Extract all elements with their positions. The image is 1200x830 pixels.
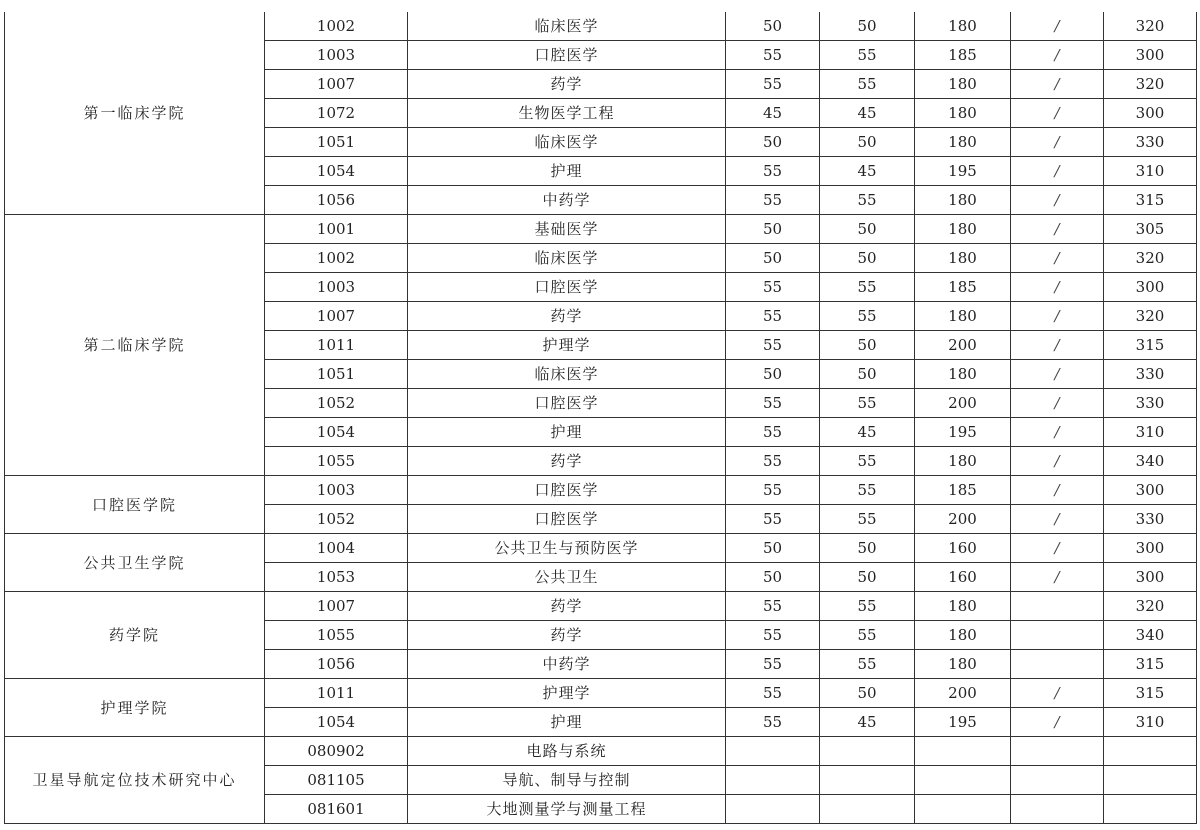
table-row (5, 534, 1197, 563)
score-total: 310 (1104, 708, 1197, 737)
score-foreign-language: 45 (820, 418, 915, 447)
score-table (4, 12, 1197, 824)
score-professional: 180 (915, 99, 1011, 128)
score-total: 300 (1104, 476, 1197, 505)
major-name: 护理 (408, 708, 726, 737)
major-name: 公共卫生 (408, 563, 726, 592)
major-name: 导航、制导与控制 (408, 766, 726, 795)
score-extra: / (1011, 302, 1104, 331)
score-extra: / (1011, 157, 1104, 186)
score-foreign-language (820, 737, 915, 766)
score-foreign-language: 50 (820, 360, 915, 389)
score-politics: 50 (726, 360, 820, 389)
score-total: 320 (1104, 302, 1197, 331)
major-code: 1054 (265, 418, 408, 447)
score-foreign-language: 55 (820, 476, 915, 505)
score-total: 340 (1104, 621, 1197, 650)
score-total: 340 (1104, 447, 1197, 476)
score-total: 315 (1104, 331, 1197, 360)
score-professional: 180 (915, 128, 1011, 157)
score-foreign-language: 50 (820, 215, 915, 244)
score-politics: 55 (726, 389, 820, 418)
college-name: 卫星导航定位技术研究中心 (5, 737, 265, 824)
score-foreign-language (820, 766, 915, 795)
score-extra: / (1011, 99, 1104, 128)
major-code: 1056 (265, 186, 408, 215)
score-foreign-language: 55 (820, 70, 915, 99)
table-body (5, 12, 1197, 824)
score-professional: 180 (915, 186, 1011, 215)
college-name: 第一临床学院 (5, 12, 265, 215)
score-politics: 55 (726, 331, 820, 360)
score-professional: 200 (915, 679, 1011, 708)
major-name: 口腔医学 (408, 505, 726, 534)
major-name: 电路与系统 (408, 737, 726, 766)
score-professional: 200 (915, 389, 1011, 418)
score-professional: 195 (915, 418, 1011, 447)
major-name: 中药学 (408, 186, 726, 215)
score-total: 315 (1104, 186, 1197, 215)
score-professional: 180 (915, 650, 1011, 679)
major-name: 口腔医学 (408, 389, 726, 418)
score-foreign-language: 45 (820, 708, 915, 737)
table-row (5, 215, 1197, 244)
major-name: 临床医学 (408, 244, 726, 273)
score-politics: 55 (726, 592, 820, 621)
score-foreign-language: 45 (820, 157, 915, 186)
score-politics: 55 (726, 679, 820, 708)
major-name: 大地测量学与测量工程 (408, 795, 726, 824)
major-name: 临床医学 (408, 128, 726, 157)
score-foreign-language (820, 795, 915, 824)
score-total: 310 (1104, 157, 1197, 186)
score-politics (726, 737, 820, 766)
score-politics: 55 (726, 447, 820, 476)
score-politics: 55 (726, 505, 820, 534)
major-code: 081105 (265, 766, 408, 795)
score-extra: / (1011, 41, 1104, 70)
score-politics: 55 (726, 70, 820, 99)
score-foreign-language: 50 (820, 679, 915, 708)
score-professional: 185 (915, 476, 1011, 505)
score-professional: 160 (915, 534, 1011, 563)
score-professional: 180 (915, 12, 1011, 41)
score-total: 305 (1104, 215, 1197, 244)
major-code: 081601 (265, 795, 408, 824)
score-foreign-language: 45 (820, 99, 915, 128)
major-name: 药学 (408, 70, 726, 99)
score-professional: 180 (915, 302, 1011, 331)
table-row (5, 12, 1197, 41)
major-code: 1004 (265, 534, 408, 563)
major-code: 1054 (265, 157, 408, 186)
score-foreign-language: 55 (820, 273, 915, 302)
major-code: 1011 (265, 331, 408, 360)
score-foreign-language: 50 (820, 12, 915, 41)
score-extra: / (1011, 215, 1104, 244)
major-name: 口腔医学 (408, 273, 726, 302)
score-total: 330 (1104, 505, 1197, 534)
major-code: 1003 (265, 41, 408, 70)
score-politics: 55 (726, 302, 820, 331)
score-professional (915, 737, 1011, 766)
score-professional: 195 (915, 157, 1011, 186)
score-total (1104, 766, 1197, 795)
score-politics: 55 (726, 476, 820, 505)
score-foreign-language: 55 (820, 186, 915, 215)
major-name: 药学 (408, 592, 726, 621)
score-foreign-language: 55 (820, 650, 915, 679)
score-professional: 180 (915, 360, 1011, 389)
score-extra: / (1011, 70, 1104, 99)
score-total: 330 (1104, 389, 1197, 418)
college-name: 口腔医学院 (5, 476, 265, 534)
score-professional: 195 (915, 708, 1011, 737)
score-professional: 180 (915, 447, 1011, 476)
score-foreign-language: 55 (820, 621, 915, 650)
score-extra: / (1011, 679, 1104, 708)
score-extra: / (1011, 563, 1104, 592)
score-total: 300 (1104, 563, 1197, 592)
major-code: 1003 (265, 273, 408, 302)
score-politics: 50 (726, 215, 820, 244)
major-code: 1001 (265, 215, 408, 244)
score-extra: / (1011, 476, 1104, 505)
score-politics: 55 (726, 157, 820, 186)
major-code: 1003 (265, 476, 408, 505)
score-total: 320 (1104, 12, 1197, 41)
major-name: 临床医学 (408, 12, 726, 41)
score-politics (726, 795, 820, 824)
major-name: 生物医学工程 (408, 99, 726, 128)
score-foreign-language: 50 (820, 128, 915, 157)
major-name: 中药学 (408, 650, 726, 679)
major-name: 药学 (408, 447, 726, 476)
score-extra: / (1011, 534, 1104, 563)
score-extra (1011, 592, 1104, 621)
score-extra: / (1011, 244, 1104, 273)
score-foreign-language: 50 (820, 563, 915, 592)
score-professional: 160 (915, 563, 1011, 592)
score-extra: / (1011, 186, 1104, 215)
score-extra: / (1011, 360, 1104, 389)
score-extra: / (1011, 505, 1104, 534)
table-row (5, 476, 1197, 505)
score-foreign-language: 55 (820, 389, 915, 418)
major-code: 1002 (265, 244, 408, 273)
score-politics (726, 766, 820, 795)
major-name: 护理学 (408, 331, 726, 360)
major-code: 1011 (265, 679, 408, 708)
major-code: 1002 (265, 12, 408, 41)
score-total: 310 (1104, 418, 1197, 447)
score-professional: 180 (915, 621, 1011, 650)
score-professional: 180 (915, 70, 1011, 99)
score-professional: 180 (915, 244, 1011, 273)
score-professional: 180 (915, 592, 1011, 621)
score-total: 320 (1104, 592, 1197, 621)
score-foreign-language: 55 (820, 505, 915, 534)
major-code: 1007 (265, 302, 408, 331)
major-code: 1007 (265, 592, 408, 621)
score-extra: / (1011, 12, 1104, 41)
score-professional: 185 (915, 273, 1011, 302)
score-foreign-language: 50 (820, 534, 915, 563)
score-professional: 200 (915, 505, 1011, 534)
score-foreign-language: 50 (820, 244, 915, 273)
score-politics: 55 (726, 650, 820, 679)
score-total: 300 (1104, 534, 1197, 563)
score-extra (1011, 621, 1104, 650)
score-extra (1011, 766, 1104, 795)
score-total (1104, 737, 1197, 766)
score-politics: 50 (726, 12, 820, 41)
score-politics: 50 (726, 128, 820, 157)
score-foreign-language: 55 (820, 302, 915, 331)
score-politics: 55 (726, 186, 820, 215)
score-politics: 55 (726, 708, 820, 737)
major-name: 护理 (408, 157, 726, 186)
major-name: 公共卫生与预防医学 (408, 534, 726, 563)
score-total: 320 (1104, 70, 1197, 99)
college-name: 药学院 (5, 592, 265, 679)
score-professional (915, 766, 1011, 795)
score-professional: 180 (915, 215, 1011, 244)
score-total: 330 (1104, 128, 1197, 157)
college-name: 第二临床学院 (5, 215, 265, 476)
score-extra: / (1011, 273, 1104, 302)
score-foreign-language: 50 (820, 331, 915, 360)
score-total: 300 (1104, 99, 1197, 128)
major-name: 基础医学 (408, 215, 726, 244)
score-politics: 50 (726, 563, 820, 592)
major-name: 临床医学 (408, 360, 726, 389)
score-professional: 200 (915, 331, 1011, 360)
score-foreign-language: 55 (820, 41, 915, 70)
table-row (5, 737, 1197, 766)
major-code: 1007 (265, 70, 408, 99)
major-code: 1072 (265, 99, 408, 128)
major-name: 护理学 (408, 679, 726, 708)
score-foreign-language: 55 (820, 592, 915, 621)
score-politics: 45 (726, 99, 820, 128)
score-extra (1011, 650, 1104, 679)
score-extra: / (1011, 331, 1104, 360)
major-name: 药学 (408, 302, 726, 331)
major-code: 1054 (265, 708, 408, 737)
score-total: 330 (1104, 360, 1197, 389)
score-extra: / (1011, 418, 1104, 447)
score-total (1104, 795, 1197, 824)
score-extra: / (1011, 447, 1104, 476)
table-row (5, 679, 1197, 708)
score-extra: / (1011, 128, 1104, 157)
score-extra (1011, 737, 1104, 766)
score-politics: 55 (726, 621, 820, 650)
major-code: 1055 (265, 621, 408, 650)
score-total: 320 (1104, 244, 1197, 273)
major-code: 1053 (265, 563, 408, 592)
score-politics: 55 (726, 418, 820, 447)
table-row (5, 592, 1197, 621)
score-professional: 185 (915, 41, 1011, 70)
score-total: 315 (1104, 679, 1197, 708)
major-name: 药学 (408, 621, 726, 650)
major-name: 护理 (408, 418, 726, 447)
major-name: 口腔医学 (408, 476, 726, 505)
score-politics: 50 (726, 534, 820, 563)
major-code: 1052 (265, 505, 408, 534)
score-extra (1011, 795, 1104, 824)
score-extra: / (1011, 389, 1104, 418)
score-total: 300 (1104, 41, 1197, 70)
college-name: 护理学院 (5, 679, 265, 737)
major-code: 1055 (265, 447, 408, 476)
score-politics: 55 (726, 273, 820, 302)
major-code: 1051 (265, 360, 408, 389)
major-code: 080902 (265, 737, 408, 766)
major-code: 1051 (265, 128, 408, 157)
college-name: 公共卫生学院 (5, 534, 265, 592)
score-politics: 50 (726, 244, 820, 273)
score-politics: 55 (726, 41, 820, 70)
score-total: 300 (1104, 273, 1197, 302)
major-code: 1052 (265, 389, 408, 418)
score-foreign-language: 55 (820, 447, 915, 476)
score-professional (915, 795, 1011, 824)
score-extra: / (1011, 708, 1104, 737)
major-code: 1056 (265, 650, 408, 679)
score-total: 315 (1104, 650, 1197, 679)
major-name: 口腔医学 (408, 41, 726, 70)
